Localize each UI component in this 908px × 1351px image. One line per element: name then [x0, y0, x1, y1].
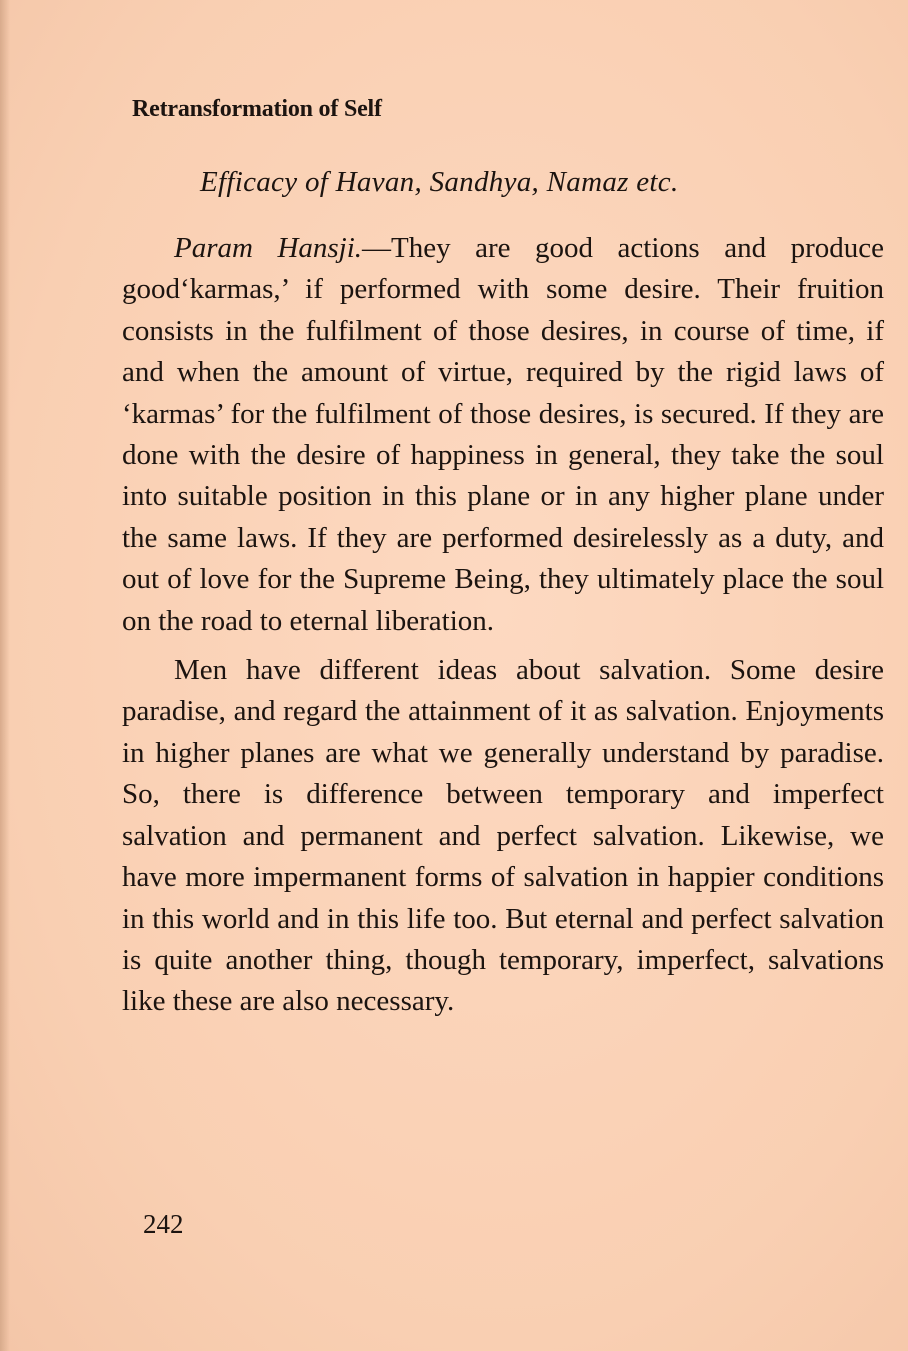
page-number: 242	[143, 1209, 184, 1239]
paragraph-text: Men have different ideas about salvation. Some desire paradise, and regard the attainment of it as salvation. Enjoyments in higher planes are what we generally understand by paradise. So, there is difference between temporary and imperfect salvation and permanent and perfect salvation. Likewise, we have more impermanent forms of salvation in happier conditions in this world and in this life too. But eternal and perfect salvation is quite another thing, though temporary, imperfect, salvations like these are also necessary.	[122, 654, 884, 1018]
page-edge-shadow	[0, 0, 10, 1351]
paragraph-text: —They are good actions and produce good‘karmas,’ if performed with some desire. Their fruition consists in the fulfilment of those desires, in course of time, if and when the amount of virtue, required by the rigid laws of ‘karmas’ for the fulfilment of those desires, is secured. If they are done with the desire of happiness in general, they take the soul into suitable position in this plane or in any higher plane under the same laws. If they are performed desirelessly as a duty, and out of love for the Supreme Being, they ultimately place the soul on the road to eternal liberation.	[122, 232, 884, 637]
speaker-name: Param Hansji.	[174, 232, 363, 264]
paragraph	[122, 650, 884, 1023]
section-title: Efficacy of Havan, Sandhya, Namaz etc.	[200, 166, 679, 198]
body-text	[122, 228, 884, 1023]
running-head: Retransformation of Self	[132, 96, 382, 122]
paragraph	[122, 228, 884, 642]
